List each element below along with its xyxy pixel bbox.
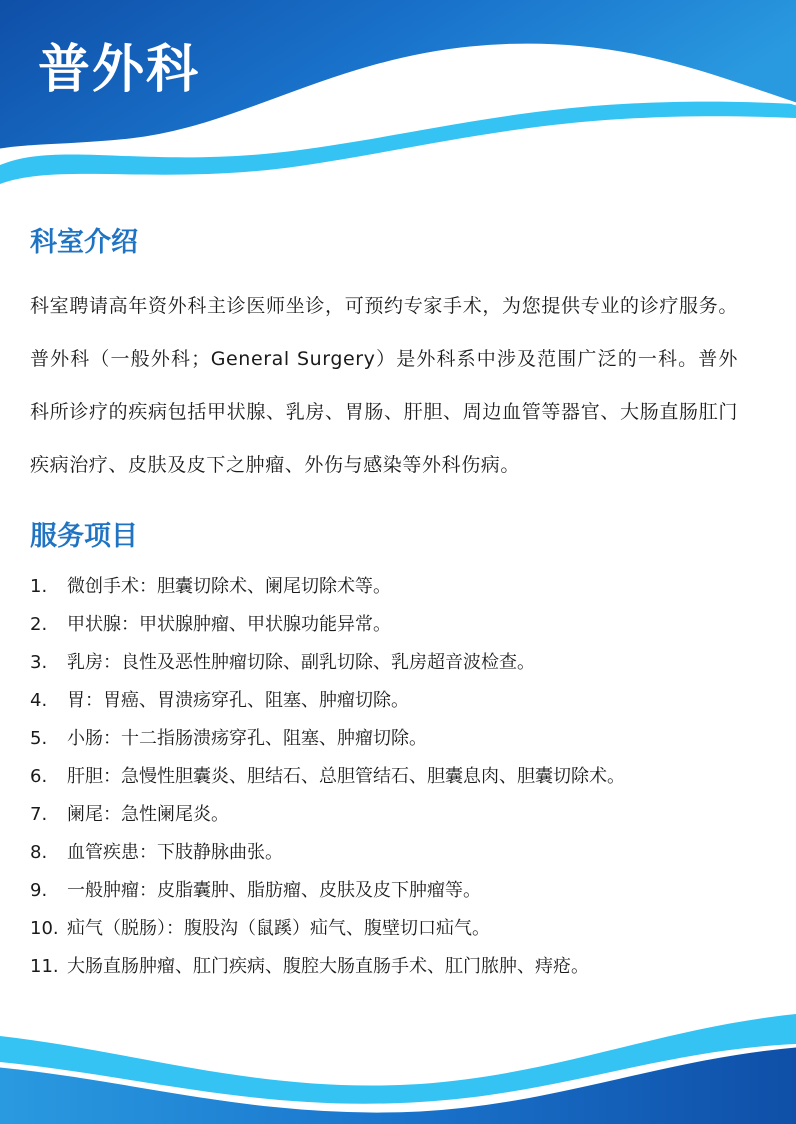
- service-item-text: 阑尾：急性阑尾炎。: [67, 804, 229, 825]
- service-item-number: 11.: [30, 956, 59, 977]
- header-wave-background: [0, 0, 796, 200]
- service-item: [30, 606, 770, 644]
- page-title: 普外科: [38, 40, 201, 100]
- service-item-number: 8.: [30, 842, 48, 863]
- service-item-number: 2.: [30, 614, 48, 635]
- service-item: [30, 796, 770, 834]
- service-item-text: 疝气（脱肠）：腹股沟（鼠蹊）疝气、腹壁切口疝气。: [67, 918, 490, 939]
- service-item-text: 大肠直肠肿瘤、肛门疾病、腹腔大肠直肠手术、肛门脓肿、痔疮。: [67, 956, 589, 977]
- service-item-text: 肝胆：急慢性胆囊炎、胆结石、总胆管结石、胆囊息肉、胆囊切除术。: [67, 766, 625, 787]
- service-item-number: 1.: [30, 576, 48, 597]
- service-item: [30, 644, 770, 682]
- service-item-number: 7.: [30, 804, 48, 825]
- service-item-text: 微创手术：胆囊切除术、阑尾切除术等。: [67, 576, 391, 597]
- service-item-number: 4.: [30, 690, 48, 711]
- service-item-text: 血管疾患：下肢静脉曲张。: [67, 842, 283, 863]
- footer-wave-background: [0, 1014, 796, 1124]
- service-item: [30, 758, 770, 796]
- service-item-text: 胃：胃癌、胃溃疡穿孔、阻塞、肿瘤切除。: [67, 690, 409, 711]
- service-item-number: 3.: [30, 652, 48, 673]
- section-title-intro: 科室介绍: [30, 227, 138, 258]
- section-title-services: 服务项目: [30, 521, 138, 552]
- service-item: [30, 834, 770, 872]
- service-item: [30, 568, 770, 606]
- service-item: [30, 872, 770, 910]
- service-item-text: 一般肿瘤：皮脂囊肿、脂肪瘤、皮肤及皮下肿瘤等。: [67, 880, 481, 901]
- service-item-text: 甲状腺：甲状腺肿瘤、甲状腺功能异常。: [67, 614, 391, 635]
- service-item-number: 9.: [30, 880, 48, 901]
- service-item-text: 小肠：十二指肠溃疡穿孔、阻塞、肿瘤切除。: [67, 728, 427, 749]
- service-item: [30, 948, 770, 986]
- service-item: [30, 910, 770, 948]
- service-item-number: 5.: [30, 728, 48, 749]
- service-item-text: 乳房：良性及恶性肿瘤切除、副乳切除、乳房超音波检查。: [67, 652, 535, 673]
- intro-paragraph: 科室聘请高年资外科主诊医师坐诊，可预约专家手术，为您提供专业的诊疗服务。普外科（一般外科；General Surgery）是外科系中涉及范围广泛的一科。普外科所诊疗的疾病包括甲状腺、乳房、胃肠、肝胆、周边血管等器官、大肠直肠肛门疾病治疗、皮肤及皮下之肿瘤、外伤与感染等外科伤病。: [30, 295, 738, 476]
- service-item-number: 6.: [30, 766, 48, 787]
- service-list: [30, 568, 770, 986]
- service-item: [30, 682, 770, 720]
- service-item: [30, 720, 770, 758]
- service-item-number: 10.: [30, 918, 59, 939]
